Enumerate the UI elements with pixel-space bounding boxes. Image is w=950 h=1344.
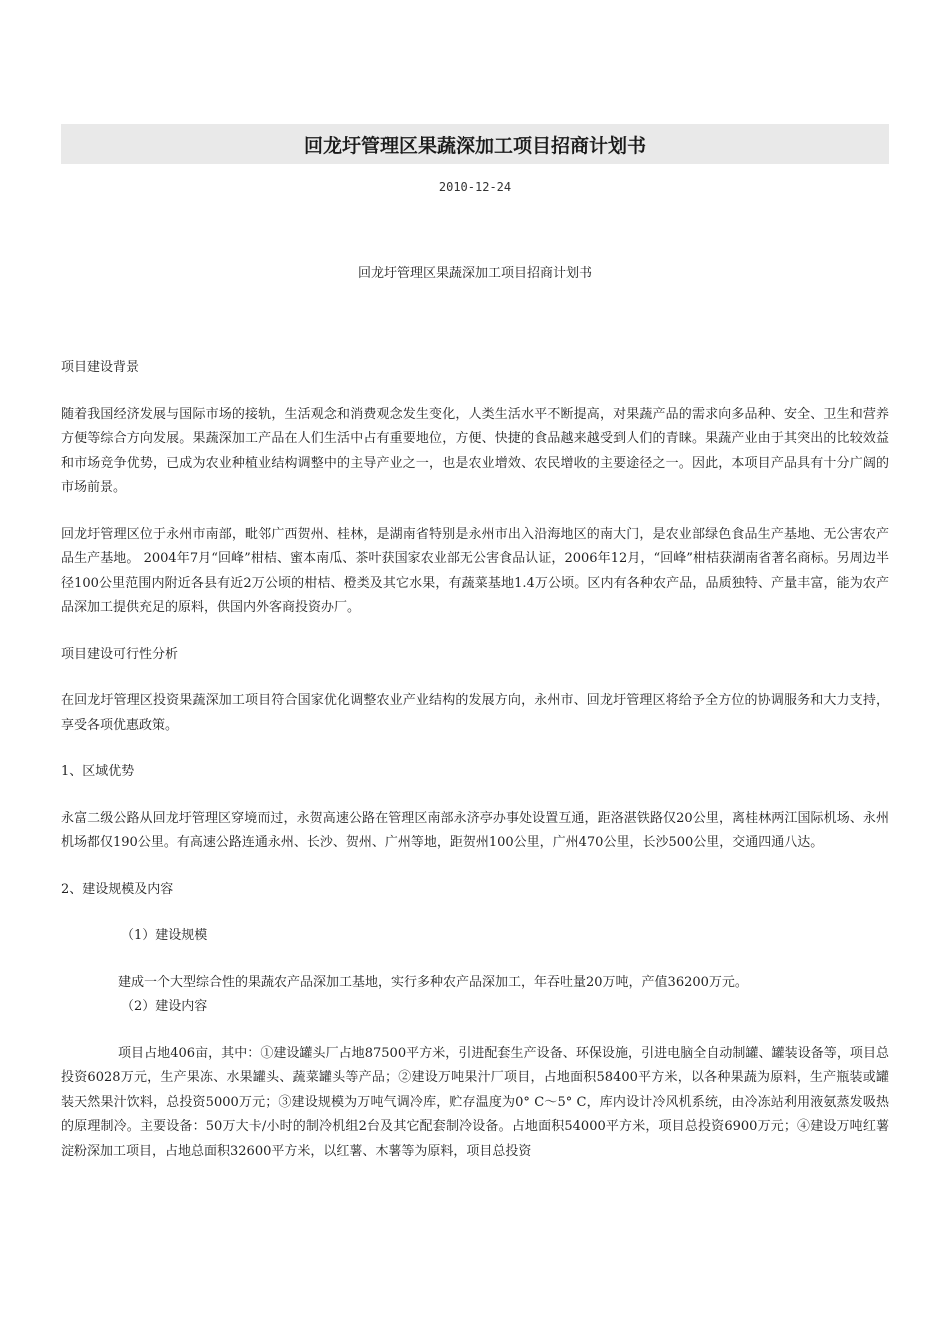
section-heading-scale: 2、建设规模及内容 [61, 881, 174, 897]
section-heading-feasibility: 项目建设可行性分析 [61, 646, 179, 662]
document-subtitle: 回龙圩管理区果蔬深加工项目招商计划书 [357, 266, 592, 281]
paragraph-content: 项目占地406亩，其中：①建设罐头厂占地87500平方米，引进配套生产设备、环保设施，引进电脑全自动制罐、罐装设备等，项目总投资6028万元，生产果冻、水果罐头、蔬菜罐头等产品；②建设万吨果汁厂项目，占地面积58400平方米，以各种果蔬为原料，生产瓶装或罐装天然果汁饮料，总投资5000万元；③建设规模为万吨气调冷库，贮存温度为0° C～5° C，库内设计冷风机系统，由冷冻站利用液氨蒸发吸热的原理制冷。主要设备：50万大卡/小时的制冷机组2台及其它配套制冷设备。占地面积54000平方米，项目总投资6900万元；④建设万吨红薯淀粉深加工项目，占地总面积32600平方米，以红薯、木薯等为原料，项目总投资 [61, 1045, 889, 1159]
paragraph-scale: 建成一个大型综合性的果蔬农产品深加工基地，实行多种农产品深加工，年吞吐量20万吨，产值36200万元。 [118, 974, 748, 990]
paragraph-background-2: 回龙圩管理区位于永州市南部，毗邻广西贺州、桂林，是湖南省特别是永州市出入沿海地区的南大门，是农业部绿色食品生产基地、无公害农产品生产基地。 2004年7月“回峰”柑桔、蜜本南瓜、茶叶获国家农业部无公害食品认证，2006年12月，“回峰”柑桔获湖南省著名商标。另周边半径100公里范围内附近各县有近2万公顷的柑桔、橙类及其它水果，有蔬菜基地1.4万公顷。区内有各种农产品，品质独特、产量丰富，能为农产品深加工提供充足的原料，供国内外客商投资办厂。 [61, 526, 889, 615]
paragraph-feasibility: 在回龙圩管理区投资果蔬深加工项目符合国家优化调整农业产业结构的发展方向，永州市、回龙圩管理区将给予全方位的协调服务和大力支持，享受各项优惠政策。 [61, 693, 889, 733]
title-bar [61, 124, 889, 164]
publish-date: 2010-12-24 [438, 180, 512, 194]
section-heading-background: 项目建设背景 [61, 360, 140, 375]
subheading-scale: （1）建设规模 [121, 928, 208, 943]
document-body [61, 356, 889, 1164]
paragraph-region: 永富二级公路从回龙圩管理区穿境而过，永贺高速公路在管理区南部永济亭办事处设置互通，距洛湛铁路仅20公里，离桂林两江国际机场、永州机场都仅190公里。有高速公路连通永州、长沙、贺州、广州等地，距贺州100公里，广州470公里，长沙500公里，交通四通八达。 [61, 810, 889, 850]
section-heading-region: 1、区域优势 [61, 764, 135, 779]
paragraph-background-1: 随着我国经济发展与国际市场的接轨，生活观念和消费观念发生变化，人类生活水平不断提高，对果蔬产品的需求向多品种、安全、卫生和营养方便等综合方向发展。果蔬深加工产品在人们生活中占有重要地位，方便、快捷的食品越来越受到人们的青睐。果蔬产业由于其突出的比较效益和市场竞争优势，已成为农业种植业结构调整中的主导产业之一，也是农业增效、农民增收的主要途径之一。因此，本项目产品具有十分广阔的市场前景。 [61, 406, 889, 495]
page-title: 回龙圩管理区果蔬深加工项目招商计划书 [303, 134, 646, 157]
subheading-content: （2）建设内容 [121, 999, 208, 1014]
